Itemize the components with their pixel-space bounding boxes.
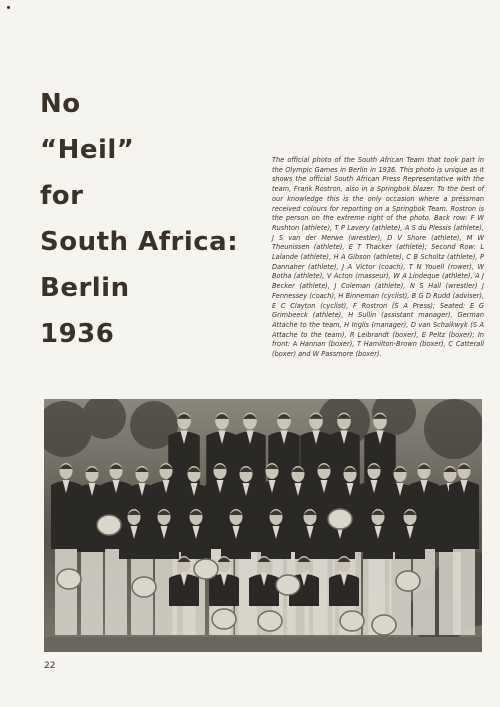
straw-hat — [212, 609, 236, 629]
photo-caption: The official photo of the South African Team that took part in the Olympic Games in Berlin in 1936. This photo is unique as it shows the official South African Press Representative with the team, Frank Rostron, also in a Springbok blazer. To the best of our knowledge this is the only occasion where a pressman received colours for reporting on a Springbok Team. Rostron is the person on the extreme right of the photo. Back row: F W Rushton (athlete), T P Lavery (athlete), A S du Plessis (athlete), J S van der Merwe (wrestler), D V Shore (athlete), M W Theunissen (athlete), E T Thacker (athlete); Second Row: L Lalande (athlete), H A Gibson (athlete), C B Scholtz (athlete), P Dannaher (athlete), J A Victor (coach), T N Youell (rower), W Botha (athlete), V Acton (masseur), W A Lindeque (athlete), A J Becker (athlete), J Coleman (athlete), N S Hall (wrestler) J Fennessey (coach), H Binneman (cyclist), B G D Rudd (adviser), E C Clayton (cyclist), F Rostron (S A Press); Seated: E G Grimbeeck (athlete), H Sullin (assistant manager), German Attache to the team, H Inglis (manager), D van Schalkwyk (S A Attache to the team), R Leibrandt (boxer), E Peltz (boxer); In front: A Hannan (boxer), T Hamilton-Brown (boxer), C Catterall (boxer) and W Passmore (boxer). — [272, 156, 484, 359]
straw-hat — [258, 611, 282, 631]
straw-hat — [372, 615, 396, 635]
team-photo — [44, 399, 482, 652]
straw-hat — [396, 571, 420, 591]
headline-line-6: 1936 — [40, 319, 115, 349]
straw-hat — [132, 577, 156, 597]
straw-hat — [194, 559, 218, 579]
headline-line-3: for — [40, 181, 84, 211]
straw-hat — [97, 515, 121, 535]
headline-line-4: South Africa: — [40, 227, 239, 257]
page-number: 22 — [44, 661, 56, 671]
headline-line-1: No — [40, 89, 81, 119]
team-photo-image — [44, 399, 482, 652]
straw-hat — [328, 509, 352, 529]
article-headline — [40, 90, 270, 366]
headline-line-2: “Heil” — [40, 135, 135, 165]
team-member — [51, 463, 81, 635]
straw-hat — [340, 611, 364, 631]
straw-hat — [57, 569, 81, 589]
print-mark — [7, 6, 10, 9]
headline-line-5: Berlin — [40, 273, 130, 303]
straw-hat — [276, 575, 300, 595]
team-member — [449, 463, 479, 635]
